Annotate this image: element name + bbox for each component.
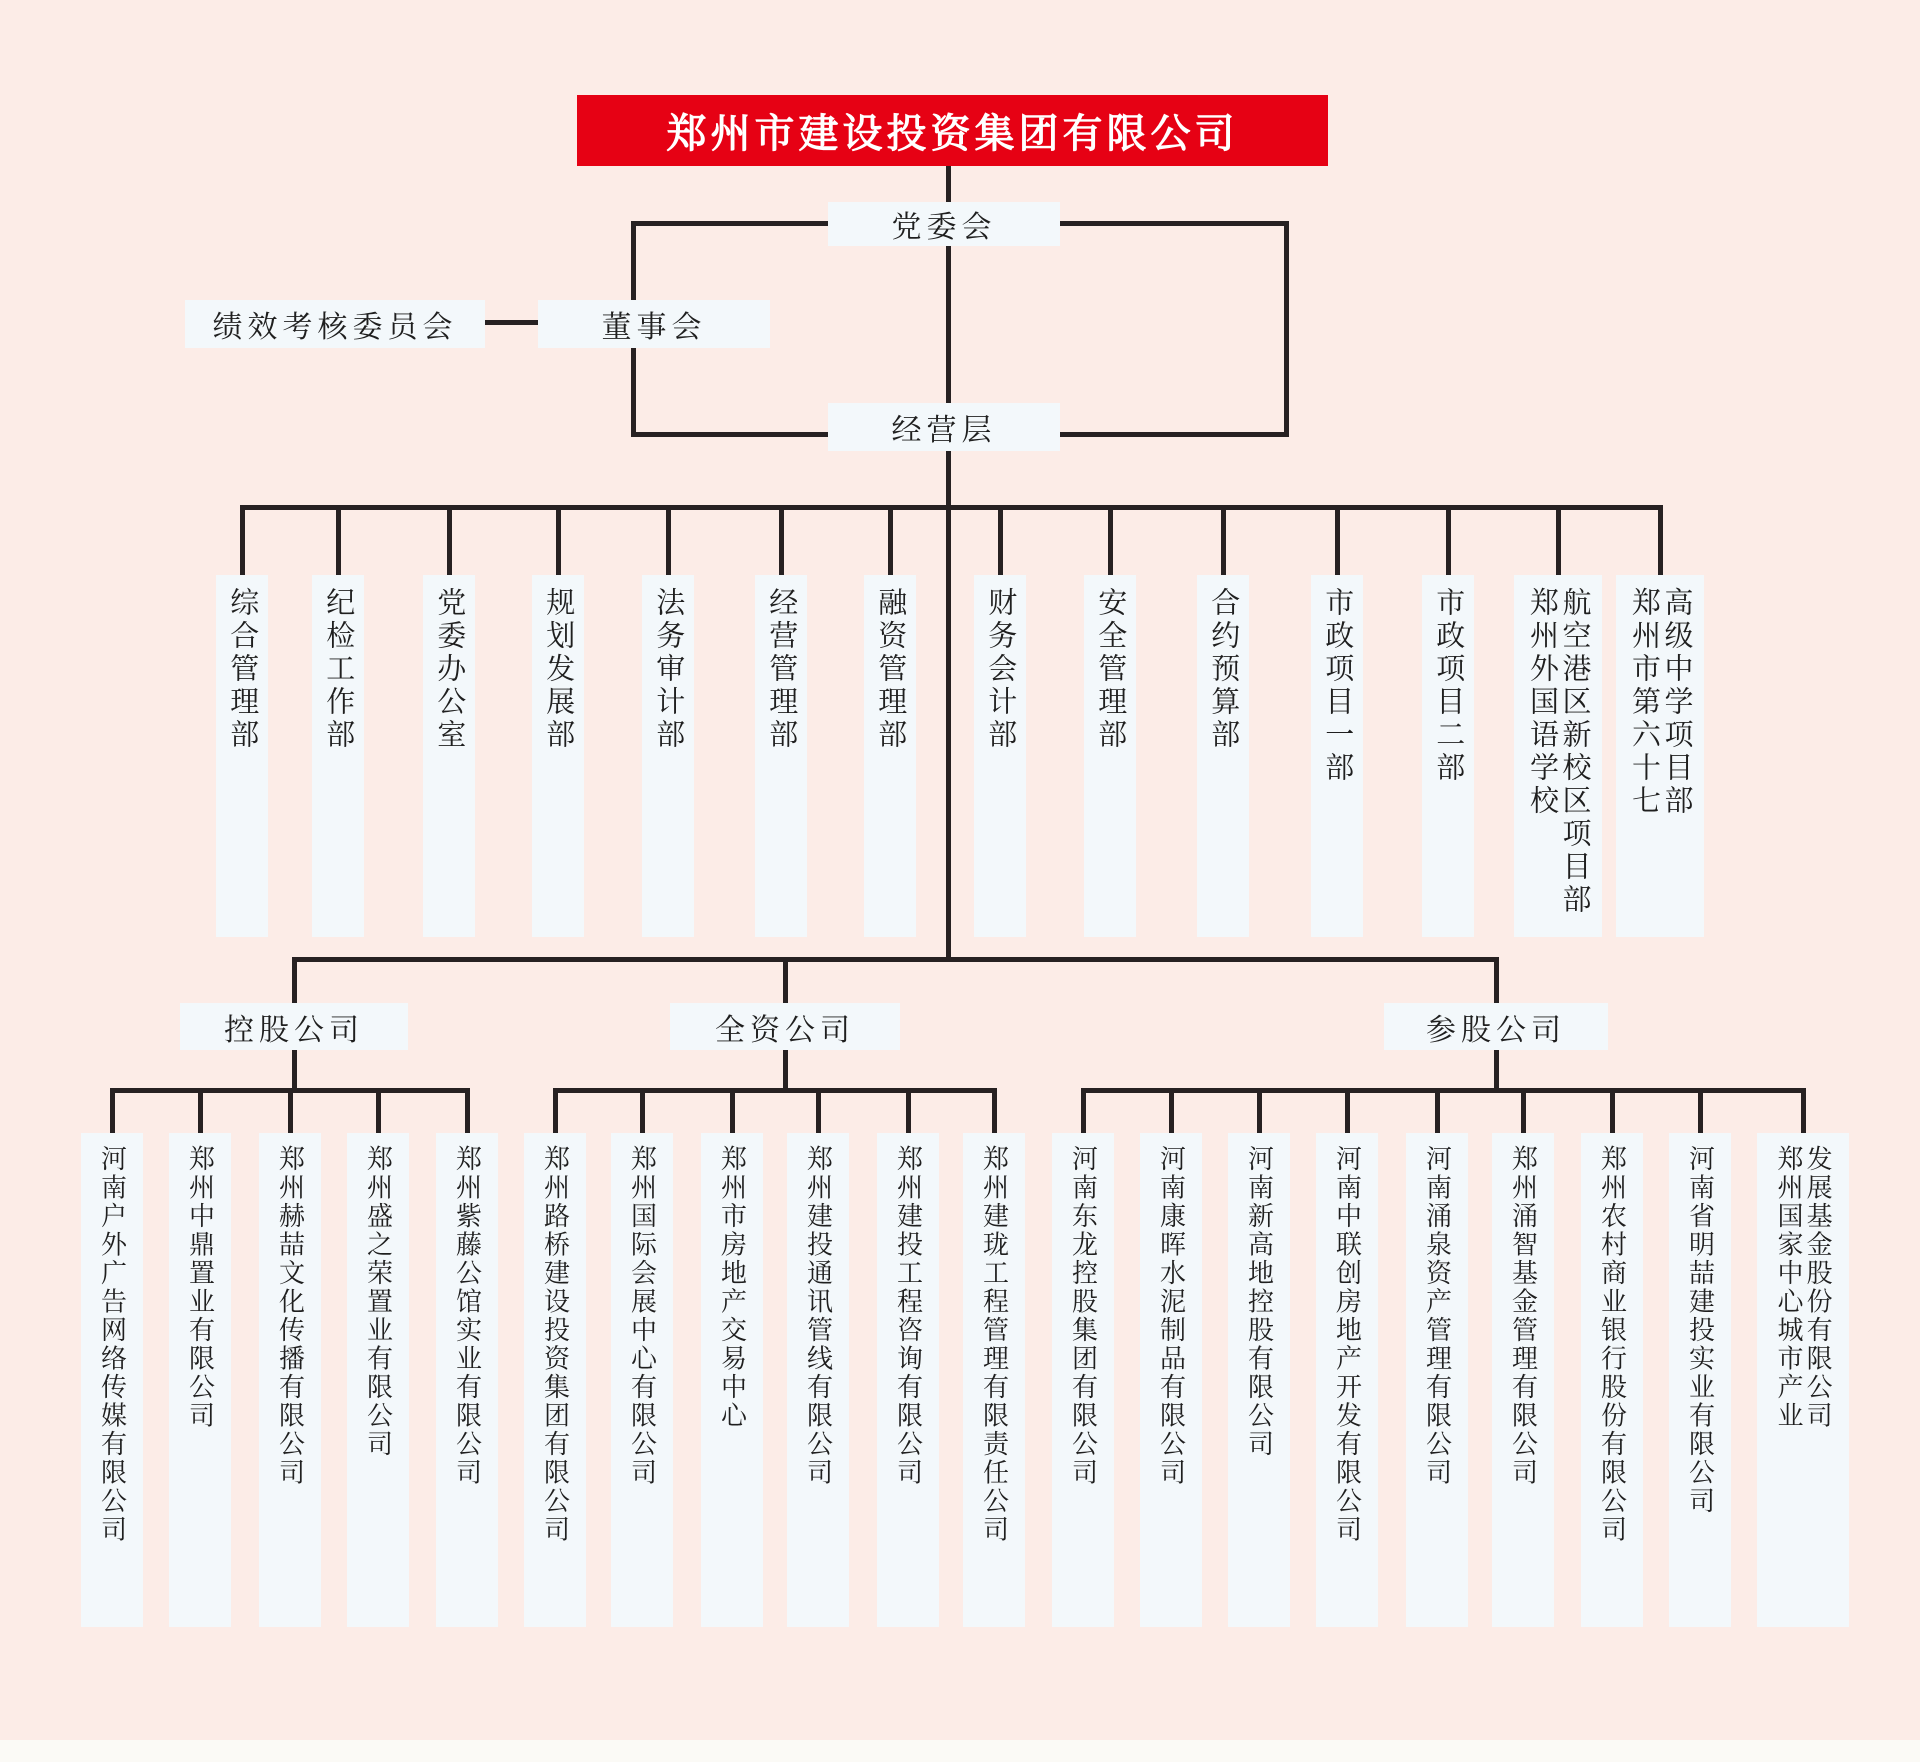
company-box: 郑州建投通讯管线有限公司 — [787, 1133, 849, 1627]
connector-trunk-mid — [946, 244, 951, 405]
group-label-wholly-owned: 全资公司 — [715, 1013, 855, 1047]
department-drop — [1108, 505, 1113, 575]
group-drop — [292, 957, 297, 1004]
company-box: 郑州建珑工程管理有限责任公司 — [963, 1133, 1025, 1627]
department-drop — [1658, 505, 1663, 575]
party-committee-label: 党委会 — [891, 211, 997, 244]
management-label: 经营层 — [891, 414, 997, 447]
company-drop — [1435, 1088, 1440, 1134]
company-box: 郑州路桥建设投资集团有限公司 — [524, 1133, 586, 1627]
group-drop — [783, 1050, 788, 1093]
group-drop — [783, 957, 788, 1004]
company-drop — [465, 1088, 470, 1134]
group-box-invested — [1384, 1003, 1608, 1050]
company-box: 郑州赫喆文化传播有限公司 — [259, 1133, 321, 1627]
company-drop — [1521, 1088, 1526, 1134]
wholly-owned-companies-rail — [555, 1088, 994, 1093]
company-box: 河南户外广告网络传媒有限公司 — [81, 1133, 143, 1627]
board-box — [538, 300, 770, 348]
department-box: 市政项目二部 — [1422, 575, 1474, 937]
company-box: 郑州市房地产交易中心 — [701, 1133, 763, 1627]
department-drop — [998, 505, 1003, 575]
group-box-wholly-owned — [670, 1003, 900, 1050]
department-drop — [336, 505, 341, 575]
department-box: 综合管理部 — [216, 575, 268, 937]
department-box: 郑州市第六十七 高级中学项目部 — [1616, 575, 1704, 937]
department-box: 纪检工作部 — [312, 575, 364, 937]
connector-rail-right — [1284, 221, 1289, 437]
company-box: 河南康晖水泥制品有限公司 — [1140, 1133, 1202, 1627]
company-drop — [1345, 1088, 1350, 1134]
company-drop — [1610, 1088, 1615, 1134]
party-committee-box — [828, 202, 1060, 246]
company-drop — [1081, 1088, 1086, 1134]
company-box: 郑州紫藤公馆实业有限公司 — [436, 1133, 498, 1627]
connector-trunk-lower — [946, 449, 951, 962]
department-box: 融资管理部 — [864, 575, 916, 937]
group-drop — [1494, 1050, 1499, 1093]
company-drop — [288, 1088, 293, 1134]
department-drop — [1446, 505, 1451, 575]
company-box: 郑州盛之荣置业有限公司 — [347, 1133, 409, 1627]
company-box: 郑州农村商业银行股份有限公司 — [1581, 1133, 1643, 1627]
company-box: 郑州建投工程咨询有限公司 — [877, 1133, 939, 1627]
company-drop — [640, 1088, 645, 1134]
department-box: 财务会计部 — [974, 575, 1026, 937]
company-drop — [110, 1088, 115, 1134]
groups-rail — [292, 957, 1499, 962]
department-box: 党委办公室 — [423, 575, 475, 937]
company-drop — [1801, 1088, 1806, 1134]
company-box: 河南新高地控股有限公司 — [1228, 1133, 1290, 1627]
group-drop — [1494, 957, 1499, 1004]
company-drop — [816, 1088, 821, 1134]
group-label-invested: 参股公司 — [1426, 1013, 1566, 1047]
board-label: 董事会 — [601, 311, 707, 344]
connector-performance-dash — [485, 320, 538, 325]
department-box: 郑州外国语学校 航空港区新校区项目部 — [1514, 575, 1602, 937]
company-drop — [198, 1088, 203, 1134]
invested-companies-rail — [1083, 1088, 1803, 1093]
company-drop — [553, 1088, 558, 1134]
department-box: 规划发展部 — [532, 575, 584, 937]
company-drop — [376, 1088, 381, 1134]
department-box: 安全管理部 — [1084, 575, 1136, 937]
company-box: 河南省明喆建投实业有限公司 — [1669, 1133, 1731, 1627]
company-box: 郑州国际会展中心有限公司 — [611, 1133, 673, 1627]
department-drop — [1556, 505, 1561, 575]
department-drop — [1221, 505, 1226, 575]
company-drop — [1257, 1088, 1262, 1134]
department-drop — [888, 505, 893, 575]
connector-trunk-top — [946, 164, 951, 204]
company-box: 郑州国家中心城市产业 发展基金股份有限公司 — [1757, 1133, 1849, 1627]
company-drop — [992, 1088, 997, 1134]
company-title-banner — [577, 95, 1328, 166]
department-box: 合约预算部 — [1197, 575, 1249, 937]
company-box: 郑州涌智基金管理有限公司 — [1492, 1133, 1554, 1627]
company-box: 河南中联创房地产开发有限公司 — [1316, 1133, 1378, 1627]
company-drop — [1169, 1088, 1174, 1134]
performance-committee-box — [185, 300, 485, 348]
department-drop — [240, 505, 245, 575]
footer-strip — [0, 1740, 1920, 1762]
company-box: 郑州中鼎置业有限公司 — [169, 1133, 231, 1627]
company-drop — [1698, 1088, 1703, 1134]
department-drop — [779, 505, 784, 575]
company-title: 郑州市建设投资集团有限公司 — [666, 112, 1239, 156]
management-box — [828, 403, 1060, 451]
department-drop — [666, 505, 671, 575]
group-label-holding: 控股公司 — [224, 1013, 364, 1047]
company-drop — [730, 1088, 735, 1134]
department-drop — [556, 505, 561, 575]
company-drop — [906, 1088, 911, 1134]
department-box: 市政项目一部 — [1311, 575, 1363, 937]
company-box: 河南涌泉资产管理有限公司 — [1406, 1133, 1468, 1627]
department-box: 法务审计部 — [642, 575, 694, 937]
group-box-holding — [180, 1003, 408, 1050]
department-drop — [447, 505, 452, 575]
company-box: 河南东龙控股集团有限公司 — [1052, 1133, 1114, 1627]
department-box: 经营管理部 — [755, 575, 807, 937]
group-drop — [292, 1050, 297, 1093]
department-drop — [1335, 505, 1340, 575]
performance-committee-label: 绩效考核委员会 — [212, 311, 458, 344]
